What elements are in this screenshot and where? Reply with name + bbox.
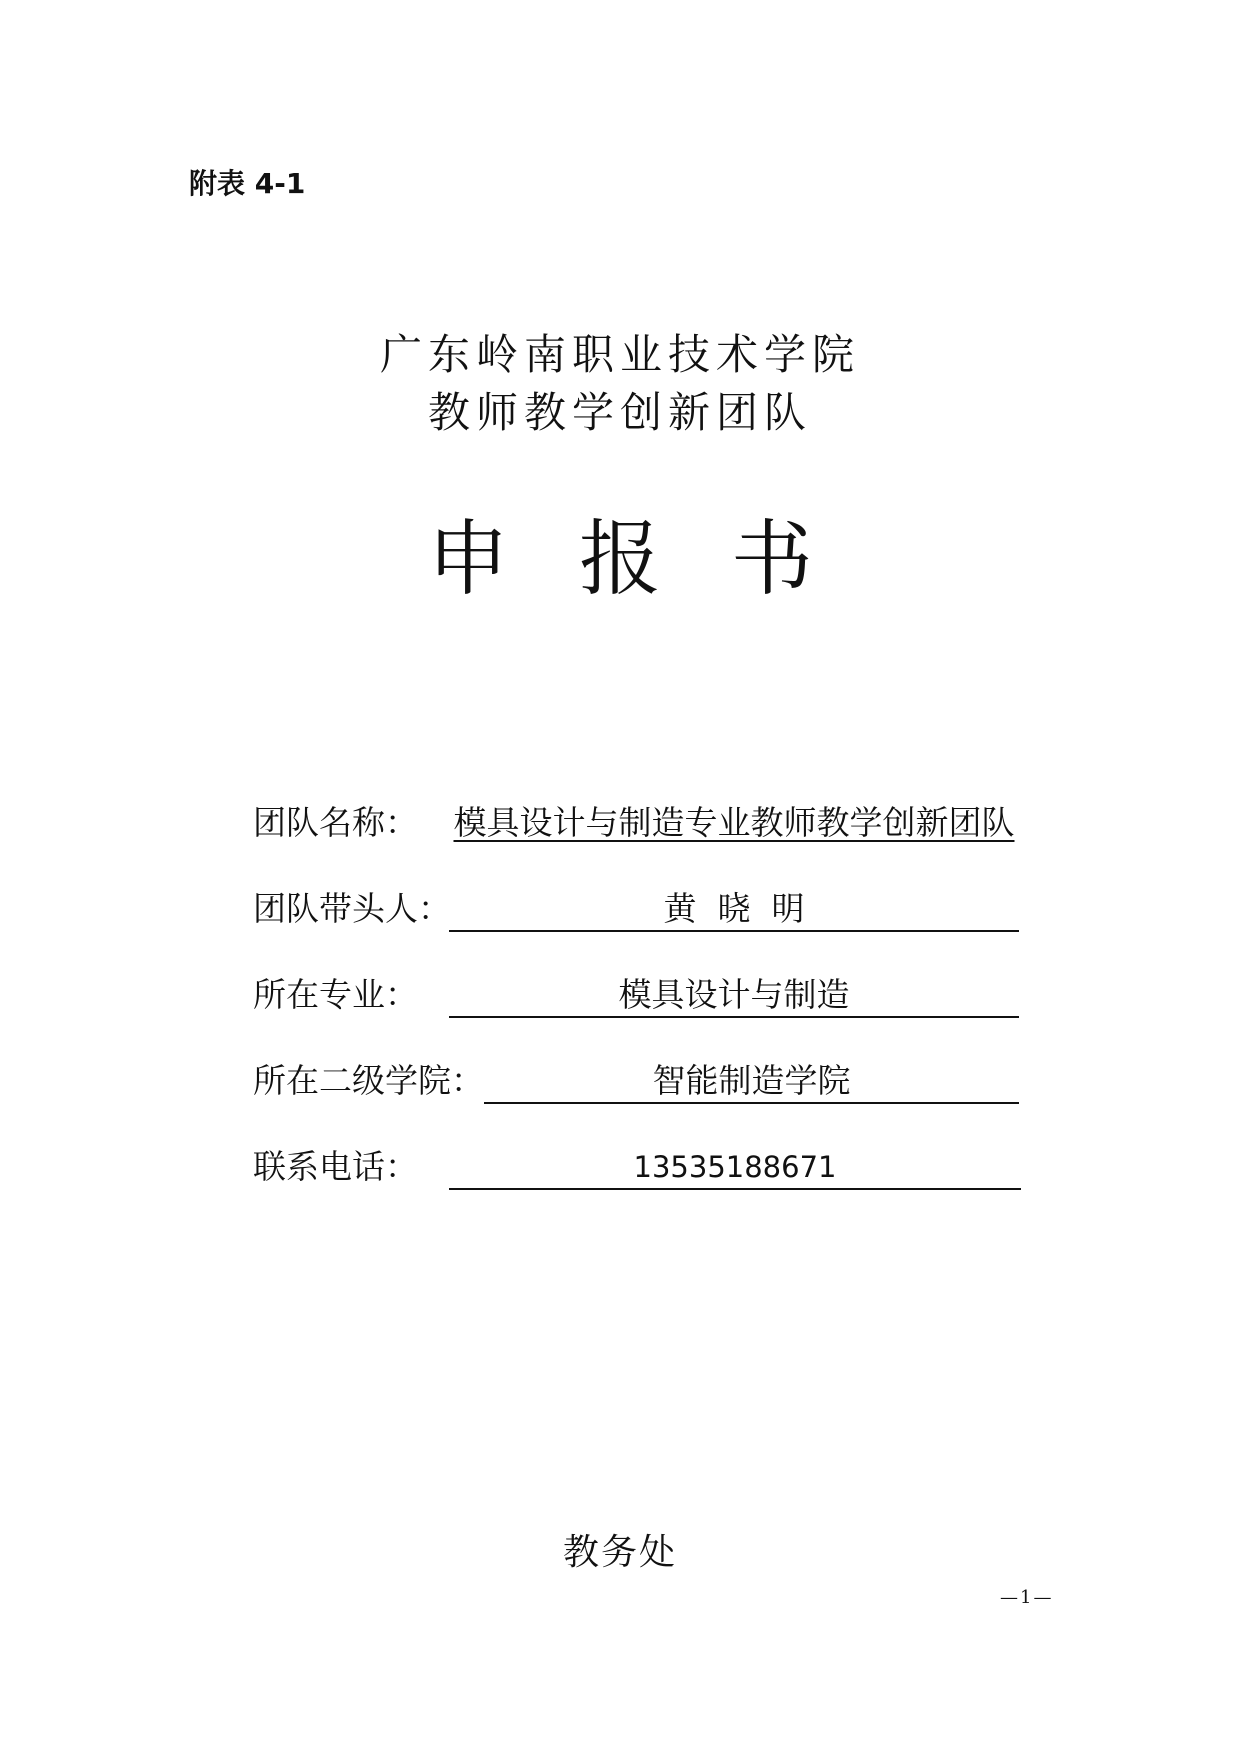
attachment-label: 附表 4-1 <box>189 167 306 200</box>
team-name-label: 团队名称： <box>253 803 418 842</box>
document-title: 申报书 <box>426 512 883 607</box>
team-name-row <box>253 798 1023 884</box>
major-row <box>253 970 1023 1056</box>
institution-title: 广东岭南职业技术学院 <box>379 330 860 379</box>
title-block <box>0 326 1240 442</box>
phone-row <box>253 1142 1023 1228</box>
phone-label: 联系电话： <box>253 1147 418 1186</box>
major-label: 所在专业： <box>253 975 418 1014</box>
college-label: 所在二级学院： <box>253 1061 484 1100</box>
leader-label: 团队带头人： <box>253 889 451 928</box>
college-value: 智能制造学院 <box>484 1056 1019 1104</box>
issuing-department: 教务处 <box>562 1532 677 1573</box>
phone-value: 13535188671 <box>449 1142 1021 1190</box>
page-number: —1— <box>1000 1587 1054 1608</box>
leader-row <box>253 884 1023 970</box>
college-row <box>253 1056 1023 1142</box>
major-value: 模具设计与制造 <box>449 970 1019 1018</box>
leader-value: 黄 晓 明 <box>449 884 1019 932</box>
application-info-form <box>253 798 1023 1228</box>
team-category-title: 教师教学创新团队 <box>427 388 812 437</box>
team-name-value: 模具设计与制造专业教师教学创新团队 <box>453 803 1015 842</box>
